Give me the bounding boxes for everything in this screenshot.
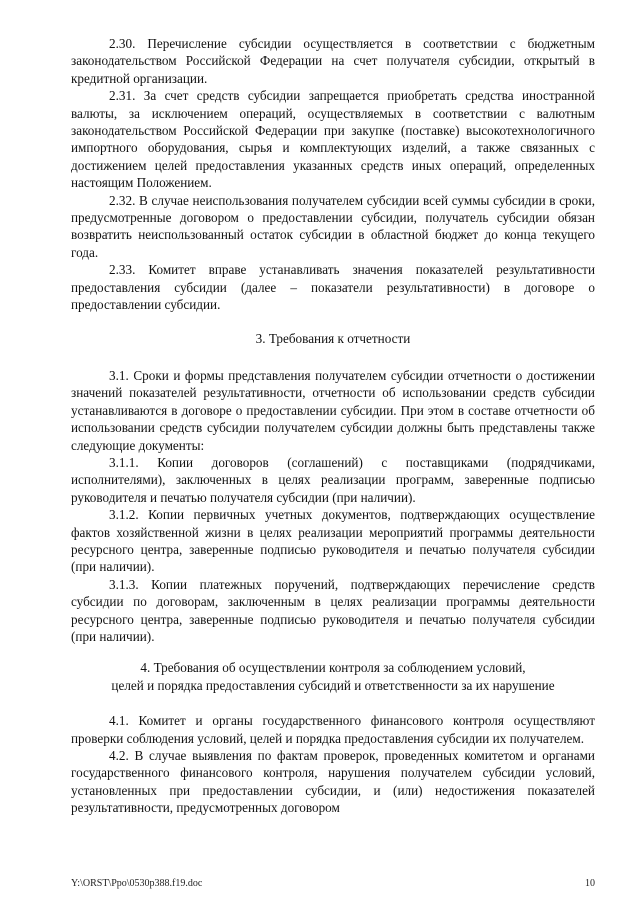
document-body bbox=[71, 35, 595, 817]
paragraph-4-2: 4.2. В случае выявления по фактам проверок, проведенных комитетом и органами государственного финансового контроля, нарушения получателем субсидии условий, установленных при предоставлении субсидии, и (или) недостижения показателей результативности, предусмотренных договором bbox=[71, 748, 595, 816]
paragraph-4-1: 4.1. Комитет и органы государственного финансового контроля осуществляют проверки соблюдения условий, целей и порядка предоставления субсидии их получателем. bbox=[71, 713, 595, 746]
section-3-heading: 3. Требования к отчетности bbox=[255, 330, 411, 346]
paragraph-3-1-3: 3.1.3. Копии платежных поручений, подтверждающих перечисление средств субсидии по договорам, заключенным в целях реализации программы деятельности ресурсного центра, заверенные подписью руководителя и печатью получателя субсидии (при наличии). bbox=[71, 576, 595, 644]
file-path: Y:\ORST\Ppo\0530p388.f19.doc bbox=[71, 878, 203, 889]
section-4-heading-line1: 4. Требования об осуществлении контроля за соблюдением условий, bbox=[140, 660, 526, 676]
page-number: 10 bbox=[585, 878, 595, 889]
paragraph-2-32: 2.32. В случае неиспользования получателем субсидии всей суммы субсидии в сроки, предусмотренные договором о предоставлении субсидии, получатель субсидии обязан возвратить неиспользованный остаток субсидии в областной бюджет до конца текущего года. bbox=[71, 192, 595, 260]
section-4-heading bbox=[71, 659, 595, 694]
paragraph-2-30: 2.30. Перечисление субсидии осуществляется в соответствии с бюджетным законодательством Российской Федерации на счет получателя субсидии, открытый в кредитной организации. bbox=[71, 36, 595, 86]
paragraph-2-31: 2.31. За счет средств субсидии запрещается приобретать средства иностранной валюты, за исключением операций, осуществляемых в соответствии с валютным законодательством Российской Федерации при закупке (поставке) высокотехнологичного импортного оборудования, сырья и комплектующих изделий, а также связанных с достижением целей предоставления указанных средств иных операций, определенных настоящим Положением. bbox=[71, 88, 595, 191]
paragraph-2-33: 2.33. Комитет вправе устанавливать значения показателей результативности предоставления субсидии (далее – показатели результативности) в договоре о предоставлении субсидии. bbox=[71, 262, 595, 313]
paragraph-3-1-1: 3.1.1. Копии договоров (соглашений) с поставщиками (подрядчиками, исполнителями), заключенных в целях реализации программ, заверенные подписью руководителя и печатью получателя субсидии (при наличии). bbox=[71, 454, 595, 505]
paragraph-3-1-2: 3.1.2. Копии первичных учетных документов, подтверждающих осуществление фактов хозяйственной жизни в целях реализации мероприятий программы деятельности ресурсного центра, заверенные подписью руководителя и печатью получателя субсидии (при наличии). bbox=[71, 507, 595, 575]
section-4-heading-line2: целей и порядка предоставления субсидий и ответственности за их нарушение bbox=[111, 677, 555, 693]
paragraph-3-1: 3.1. Сроки и формы представления получателем субсидии отчетности о достижении значений показателей результативности, отчетности об использовании средств субсидии устанавливаются в договоре о предоставлении субсидии. При этом в составе отчетности об использовании средств субсидии получателем субсидии должны быть представлены также следующие документы: bbox=[71, 367, 595, 453]
